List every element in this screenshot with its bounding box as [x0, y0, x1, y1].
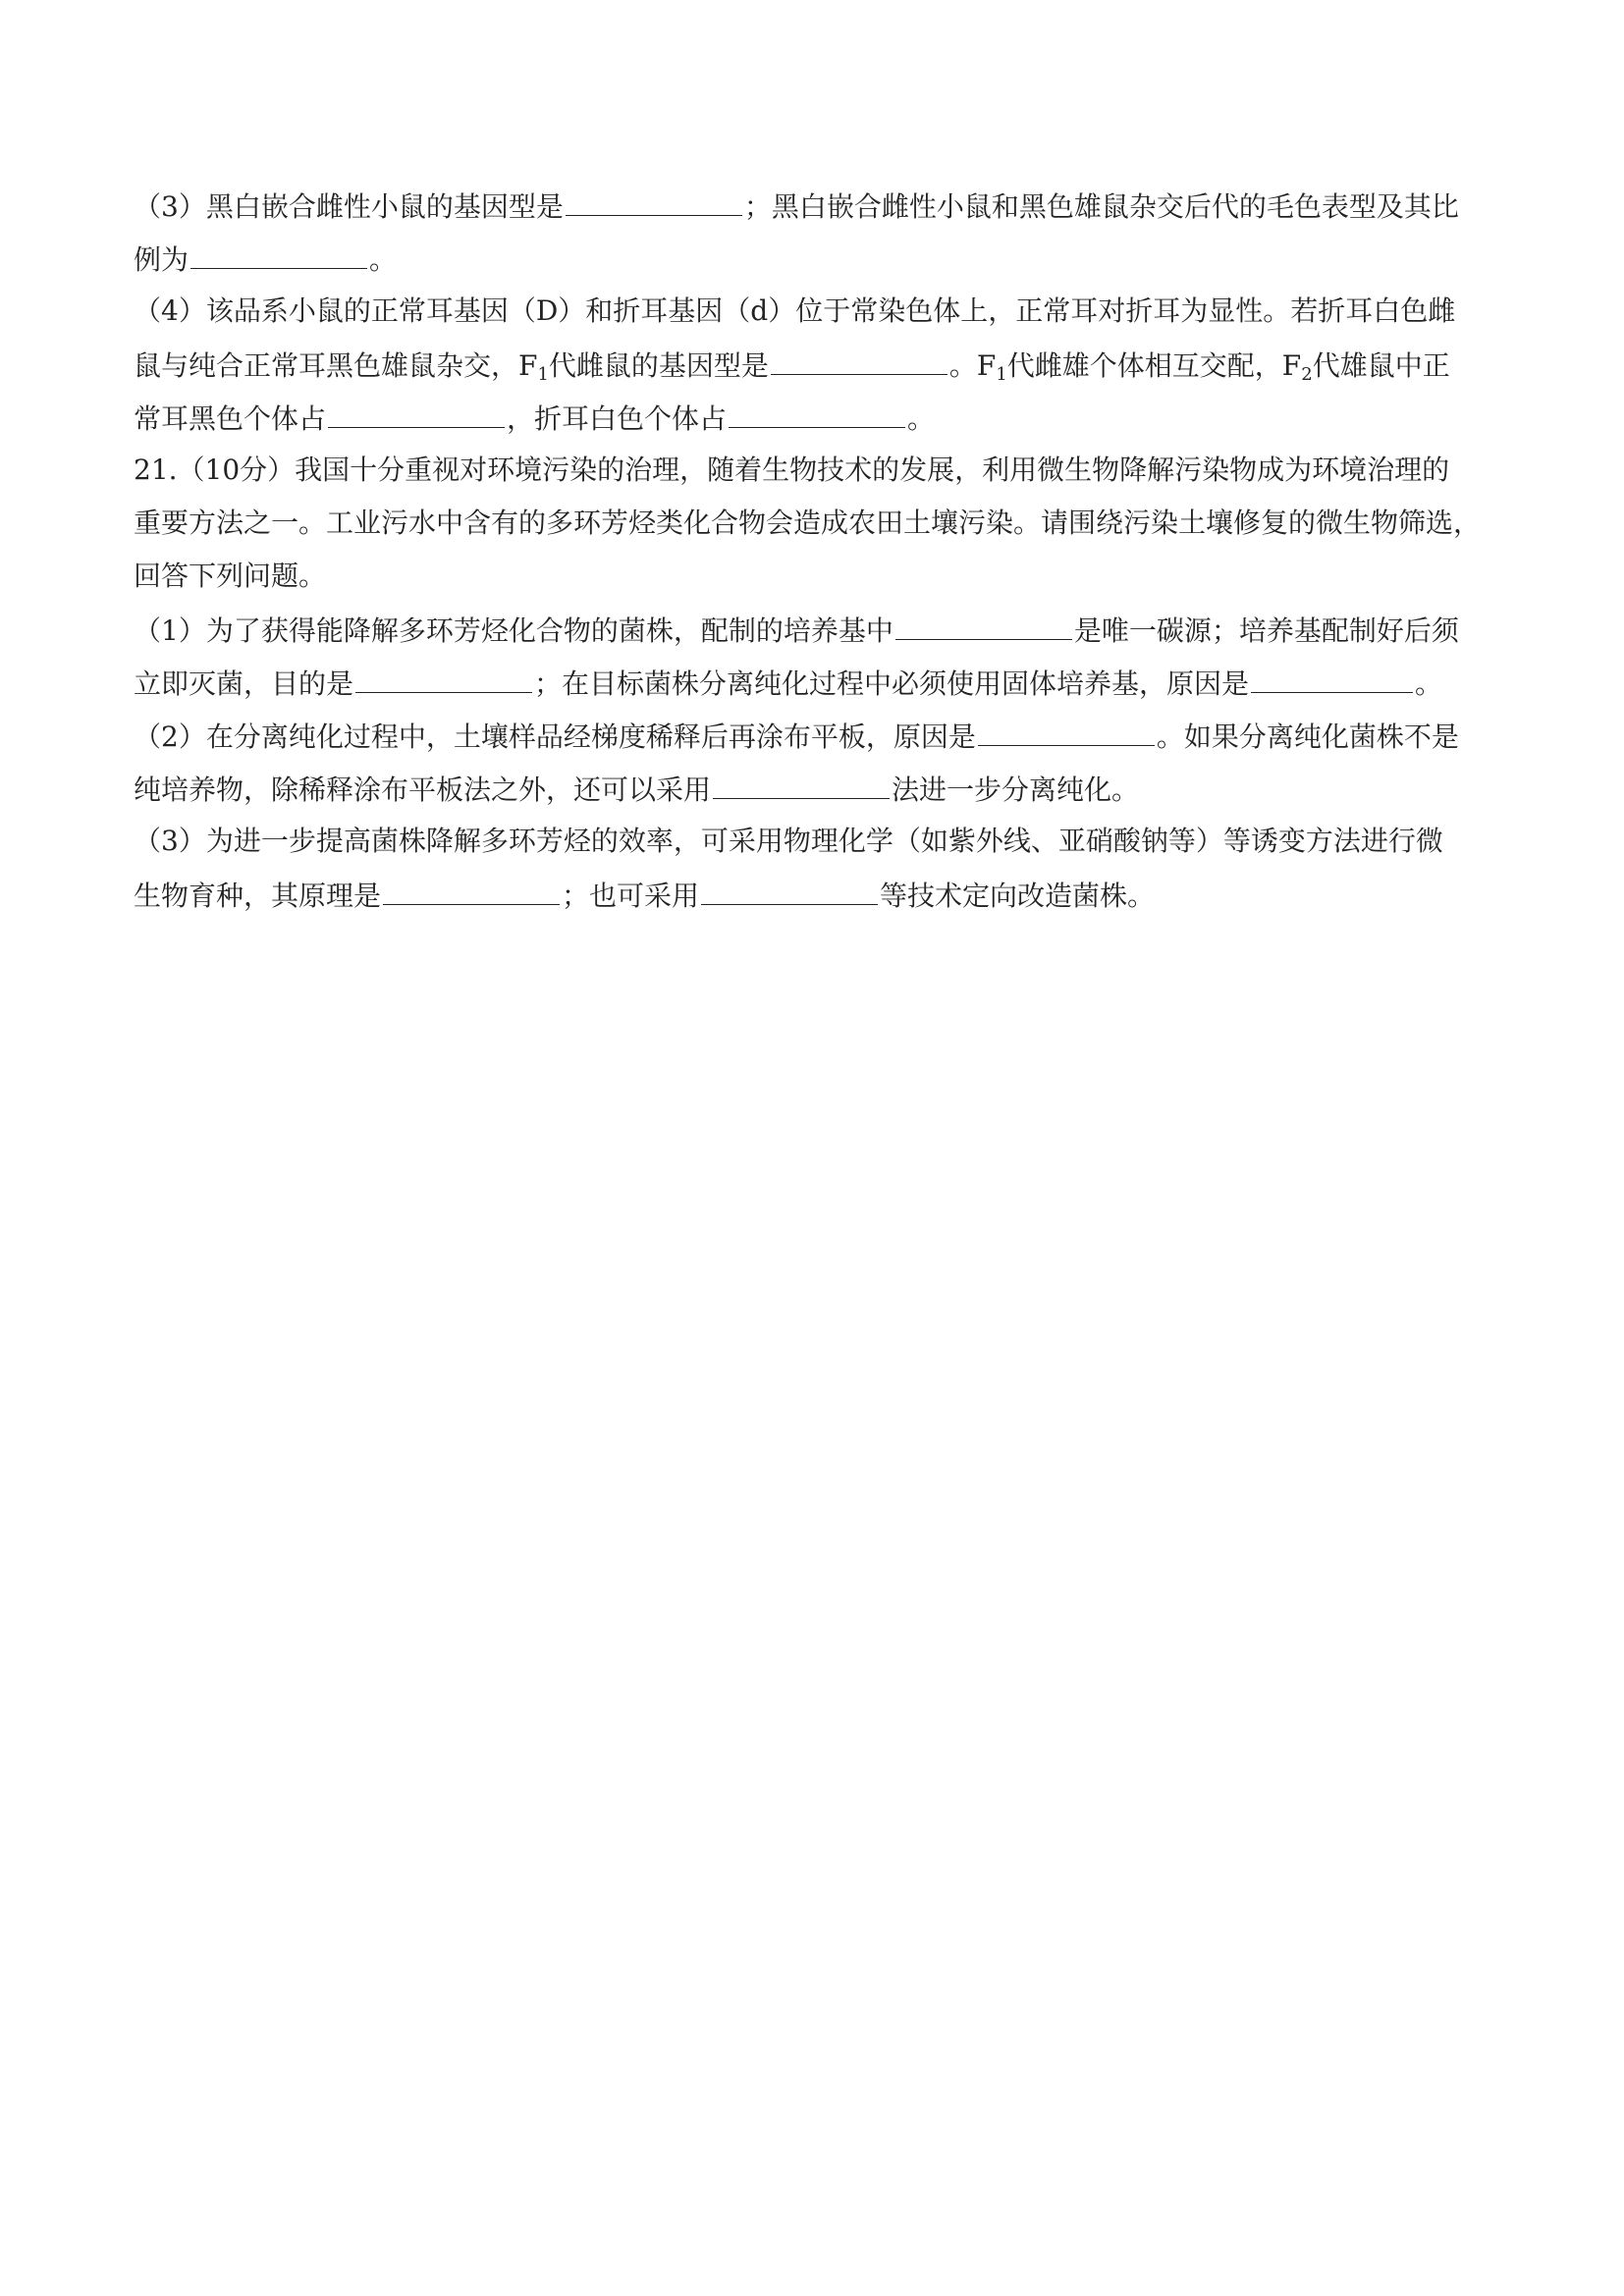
q20-part4-text-a: （4）该品系小鼠的正常耳基因（D）和折耳基因（d）位于常染色体上，正常耳对折耳为显性。若折耳白色雌 — [134, 294, 1456, 327]
q21-intro-text-b: 重要方法之一。工业污水中含有的多环芳烃类化合物会造成农田土壤污染。请围绕污染土壤修复的微生物筛选， — [134, 507, 1482, 539]
q21-intro-text-c: 回答下列问题。 — [134, 560, 327, 592]
q20-part4-text-h: ，折耳白色个体占 — [507, 402, 728, 435]
answer-blank[interactable] — [355, 663, 532, 693]
q21-part3-text-a: （3）为进一步提高菌株降解多环芳烃的效率，可采用物理化学（如紫外线、亚硝酸钠等）等诱变方法进行微 — [134, 825, 1443, 857]
answer-blank[interactable] — [190, 239, 367, 269]
q20-part4-text-e: 代雌雄个体相互交配，F — [1006, 349, 1302, 382]
q21-intro-line3 — [134, 557, 1508, 596]
q21-intro-text-a: 21.（10分）我国十分重视对环境污染的治理，随着生物技术的发展，利用微生物降解污染物成为环境治理的 — [134, 454, 1450, 486]
q20-part4-line1 — [134, 292, 1508, 331]
q21-part3-text-c: ；也可采用 — [562, 880, 700, 912]
q20-part4-text-f: 代雄鼠中正 — [1312, 349, 1450, 382]
answer-blank[interactable] — [383, 875, 560, 905]
q20-part3-text-a: （3）黑白嵌合雌性小鼠的基因型是 — [134, 190, 564, 223]
subscript: 1 — [537, 364, 549, 385]
q21-part2-line1 — [134, 716, 1508, 755]
q21-part1-line1 — [134, 610, 1508, 649]
q21-part1-line2 — [134, 663, 1508, 702]
answer-blank[interactable] — [713, 769, 890, 799]
q20-part3-text-d: 。 — [369, 243, 398, 276]
q21-part2-text-a: （2）在分离纯化过程中，土壤样品经梯度稀释后再涂布平板，原因是 — [134, 721, 976, 753]
answer-blank[interactable] — [729, 398, 905, 428]
q21-part1-text-b: 是唯一碳源；培养基配制好后须 — [1073, 614, 1459, 647]
q21-part2-text-b: 。如果分离纯化菌株不是 — [1156, 721, 1459, 753]
q21-part3-text-b: 生物育种，其原理是 — [134, 880, 382, 912]
q20-part3-text-c: 例为 — [134, 243, 189, 276]
q20-part4-text-i: 。 — [907, 402, 936, 435]
answer-blank[interactable] — [566, 186, 742, 216]
q21-part2-text-d: 法进一步分离纯化。 — [892, 774, 1140, 806]
answer-blank[interactable] — [895, 610, 1072, 640]
q20-part4-text-g: 常耳黑色个体占 — [134, 402, 327, 435]
q21-part1-text-a: （1）为了获得能降解多环芳烃化合物的菌株，配制的培养基中 — [134, 614, 893, 647]
q20-part3-line1 — [134, 186, 1508, 225]
q21-part1-text-d: ；在目标菌株分离纯化过程中必须使用固体培养基，原因是 — [534, 667, 1250, 700]
answer-blank[interactable] — [701, 875, 878, 905]
q21-intro-line2 — [134, 504, 1508, 543]
q21-part3-text-d: 等技术定向改造菌株。 — [880, 880, 1156, 912]
q21-part1-text-e: 。 — [1415, 667, 1443, 700]
q21-part3-line2 — [134, 875, 1508, 914]
q20-part4-line2 — [134, 345, 1508, 384]
subscript: 2 — [1301, 364, 1313, 385]
q20-part4-text-d: 。F — [948, 349, 997, 382]
q20-part4-text-c: 代雌鼠的基因型是 — [548, 349, 769, 382]
answer-blank[interactable] — [328, 398, 505, 428]
q20-part4-line3 — [134, 398, 1508, 437]
answer-blank[interactable] — [771, 345, 947, 375]
answer-blank[interactable] — [978, 716, 1155, 746]
q20-part3-line2 — [134, 239, 1508, 278]
q20-part4-text-b: 鼠与纯合正常耳黑色雄鼠杂交，F — [134, 349, 538, 382]
subscript: 1 — [996, 364, 1007, 385]
q21-intro-line1 — [134, 451, 1508, 490]
q21-part1-text-c: 立即灭菌，目的是 — [134, 667, 354, 700]
q21-part2-text-c: 纯培养物，除稀释涂布平板法之外，还可以采用 — [134, 774, 712, 806]
answer-blank[interactable] — [1251, 663, 1413, 693]
q20-part3-text-b: ；黑白嵌合雌性小鼠和黑色雄鼠杂交后代的毛色表型及其比 — [743, 190, 1459, 223]
q21-part3-line1 — [134, 822, 1508, 861]
q21-part2-line2 — [134, 769, 1508, 808]
